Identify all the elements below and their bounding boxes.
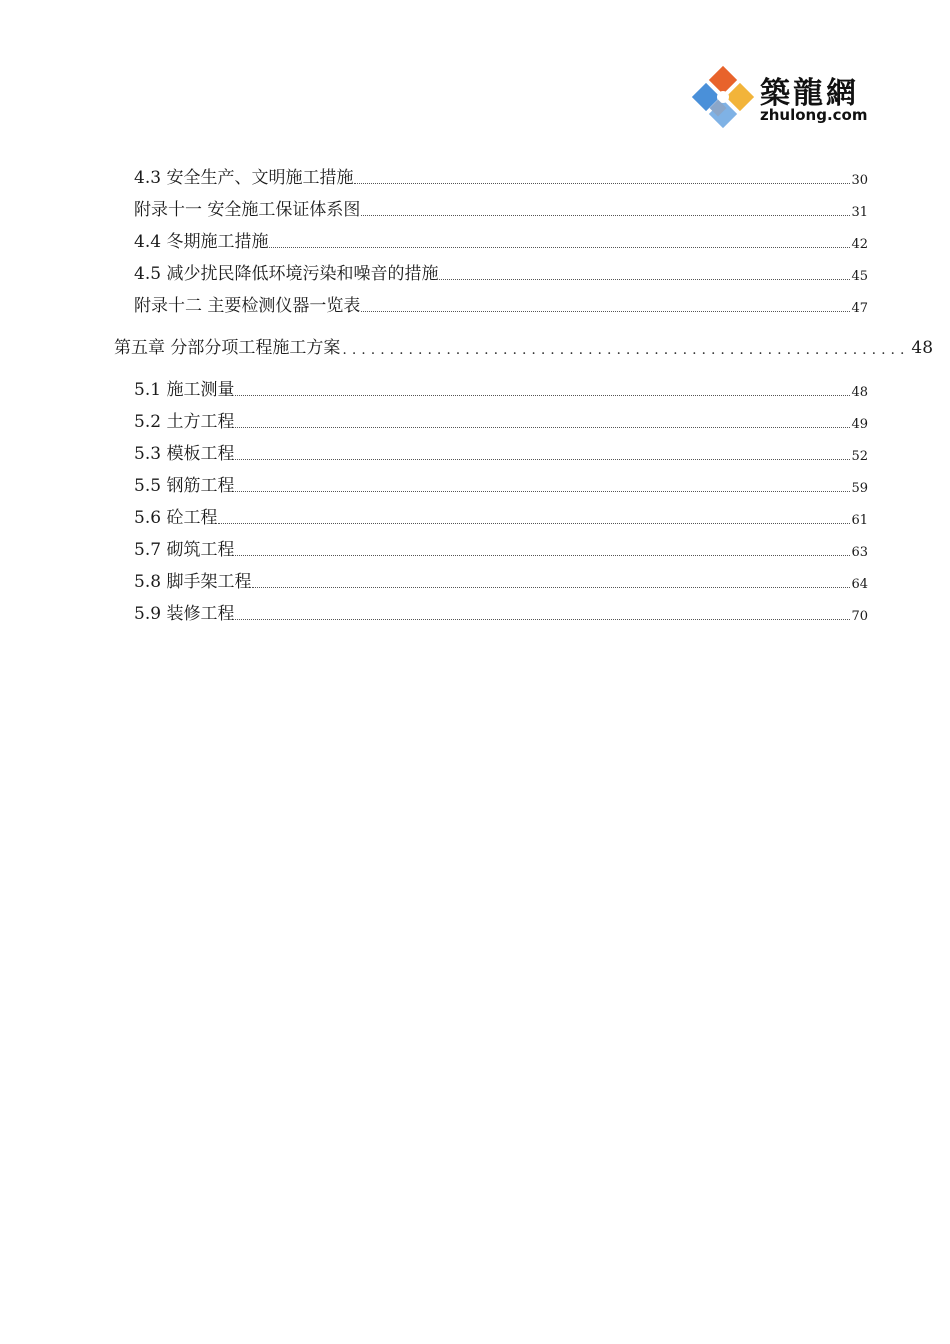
logo-name-cn: 築龍網 — [760, 76, 859, 111]
toc-entry-page: 45 — [851, 269, 868, 284]
toc-entry-page: 48 — [911, 338, 934, 358]
toc-entry-page: 61 — [851, 513, 868, 528]
toc-entry-page: 63 — [851, 545, 868, 560]
toc-entry-title: 5.1 施工测量 — [134, 380, 235, 400]
toc-entry-title: 4.5 减少扰民降低环境污染和噪音的措施 — [134, 264, 439, 284]
toc-entry-title: 4.4 冬期施工措施 — [134, 232, 269, 252]
toc-entry-page: 48 — [851, 385, 868, 400]
toc-entry — [134, 407, 868, 432]
toc-entry-page: 52 — [851, 449, 868, 464]
toc-entry-page: 49 — [851, 417, 868, 432]
logo-name-en: zhulong.com — [760, 106, 868, 124]
toc-entry — [134, 195, 868, 220]
toc-entry-page: 42 — [851, 237, 868, 252]
toc-entry-page: 47 — [851, 301, 868, 316]
toc-leader-dots — [218, 523, 850, 524]
toc-leader-dots — [235, 427, 850, 428]
toc-entry-title: 5.5 钢筋工程 — [134, 476, 235, 496]
toc-entry — [134, 439, 868, 464]
toc-leader-dots — [235, 459, 850, 460]
toc-entry — [134, 375, 868, 400]
toc-entry — [134, 163, 868, 188]
toc-leader-dots — [252, 587, 850, 588]
toc-entry-page: 30 — [851, 173, 868, 188]
toc-entry-title: 4.3 安全生产、文明施工措施 — [134, 168, 354, 188]
toc-entry-title: 5.8 脚手架工程 — [134, 572, 252, 592]
toc-entry-page: 59 — [851, 481, 868, 496]
toc-entry — [114, 333, 934, 358]
zhulong-logo — [688, 62, 868, 132]
toc-entry-title: 附录十二 主要检测仪器一览表 — [134, 296, 361, 316]
toc-entry — [134, 503, 868, 528]
toc-entry-title: 5.7 砌筑工程 — [134, 540, 235, 560]
toc-entry — [134, 259, 868, 284]
toc-entry-title: 第五章 分部分项工程施工方案 — [114, 338, 341, 358]
toc-entry-title: 5.3 模板工程 — [134, 444, 235, 464]
toc-leader-dots — [269, 247, 850, 248]
toc-leader-dots — [235, 555, 850, 556]
logo-mark-icon — [688, 62, 758, 132]
toc-entry-page: 70 — [851, 609, 868, 624]
toc-leader-dots — [361, 311, 850, 312]
toc-leader-dots: ............................................................ — [342, 342, 910, 358]
toc-entry-page: 64 — [851, 577, 868, 592]
toc-leader-dots — [235, 491, 850, 492]
toc-entry — [134, 567, 868, 592]
toc-leader-dots — [235, 619, 850, 620]
toc-leader-dots — [235, 395, 850, 396]
toc-entry — [134, 535, 868, 560]
toc-entry-title: 附录十一 安全施工保证体系图 — [134, 200, 361, 220]
toc-entry-page: 31 — [851, 205, 868, 220]
toc-entry-title: 5.6 砼工程 — [134, 508, 218, 528]
toc-entry — [134, 291, 868, 316]
toc-entry — [134, 471, 868, 496]
toc-entry — [134, 227, 868, 252]
toc-leader-dots — [354, 183, 850, 184]
toc-entry-title: 5.9 装修工程 — [134, 604, 235, 624]
toc-leader-dots — [361, 215, 850, 216]
toc-entry — [134, 599, 868, 624]
toc-leader-dots — [439, 279, 850, 280]
toc-entry-title: 5.2 土方工程 — [134, 412, 235, 432]
